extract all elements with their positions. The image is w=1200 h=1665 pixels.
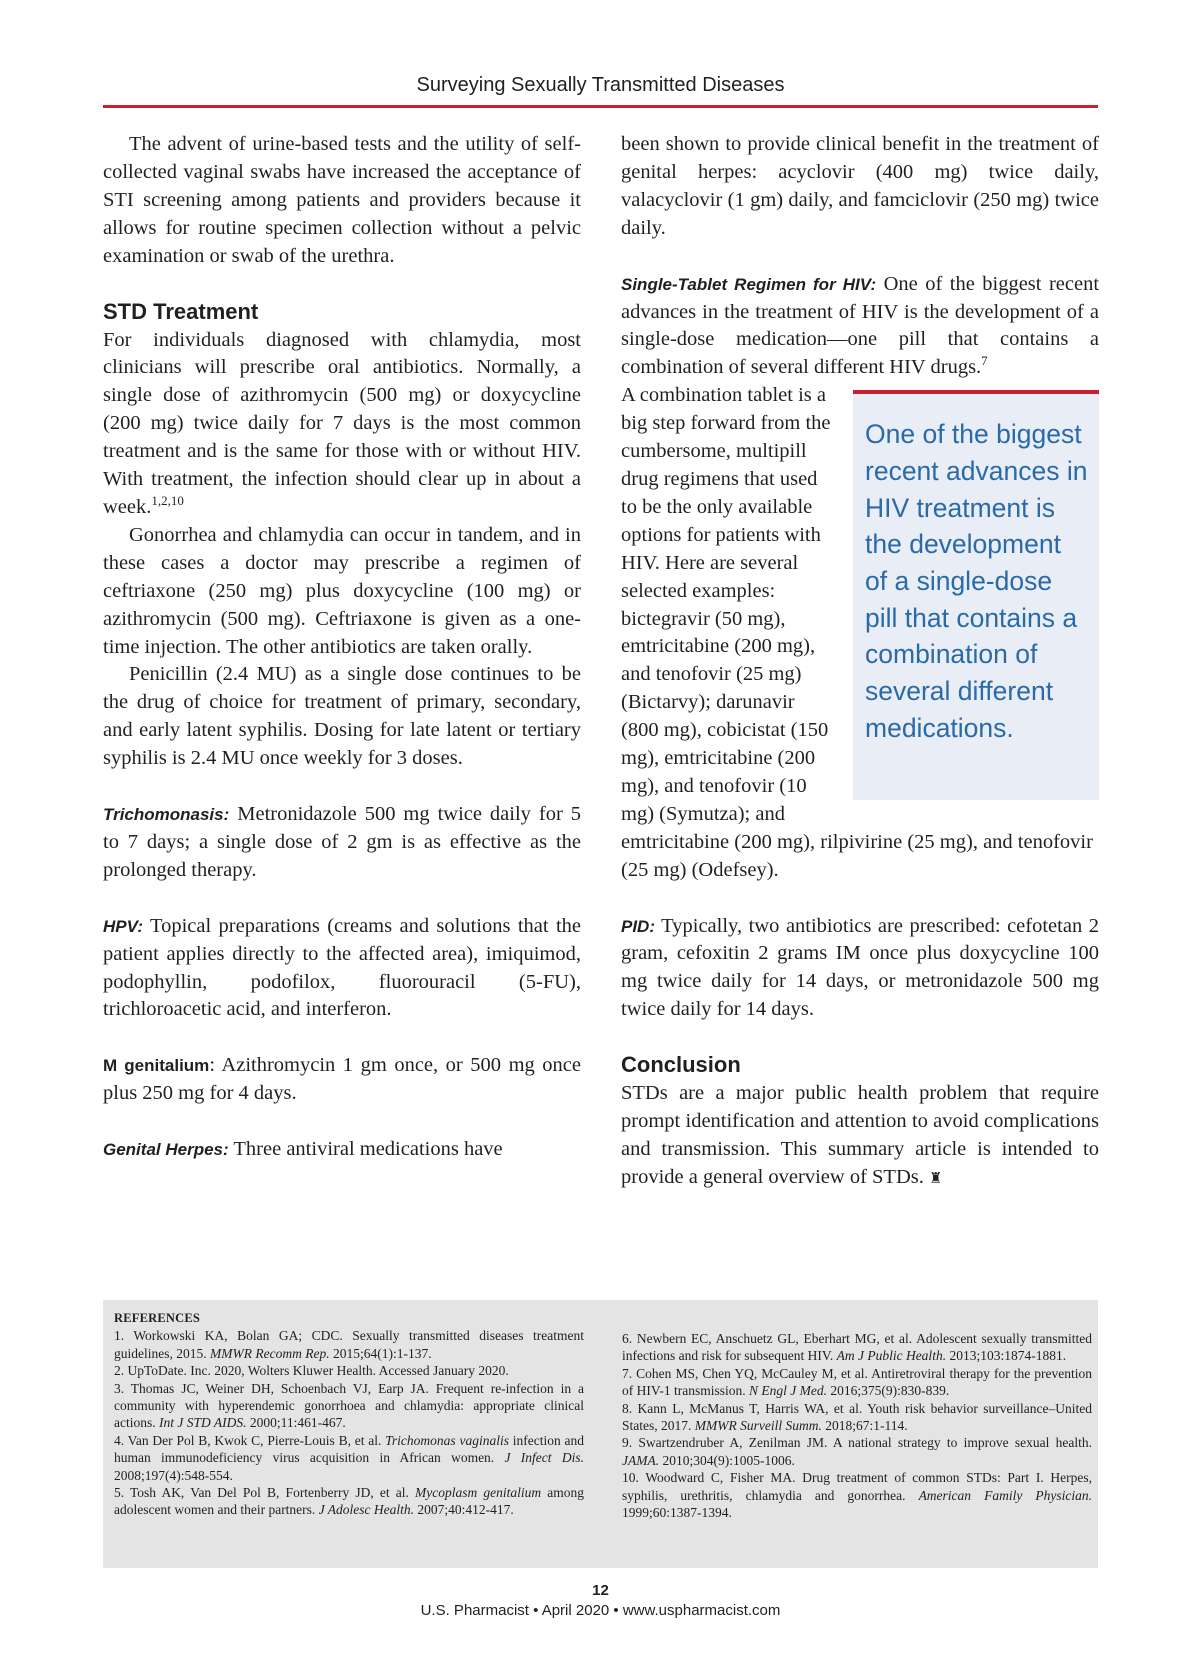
reference-item bbox=[114, 1380, 584, 1432]
reference-text: 10. Woodward C, Fisher MA. Drug treatment of common STDs: Part I. Herpes, syphilis, urethritis, chlamydia and gonorrhea. bbox=[622, 1470, 1092, 1503]
references-right-list bbox=[622, 1330, 1092, 1521]
penicillin-paragraph: Penicillin (2.4 MU) as a single dose continues to be the drug of choice for treatment of primary, secondary, and early latent syphilis. Dosing for late latent or tertiary syphilis is 2.4 MU once weekly for 3 doses. bbox=[103, 663, 581, 770]
reference-text: 2018;67:1-114. bbox=[821, 1418, 908, 1434]
reference-text: 1. Workowski KA, Bolan GA; CDC. Sexually transmitted diseases treatment guidelines, 2015. bbox=[114, 1328, 584, 1361]
reference-text: infection and human immunodeficiency virus acquisition in African women. bbox=[114, 1432, 584, 1466]
reference-text: 2015;64(1):1-137. bbox=[329, 1345, 432, 1361]
reference-item bbox=[622, 1469, 1092, 1521]
single-tablet-text-1: One of the biggest recent advances in the treatment of HIV is the development of a single-dose medication—one pill that contains a combination of several different HIV drugs. bbox=[621, 272, 1100, 379]
reference-item bbox=[114, 1362, 584, 1379]
reference-journal: Mycoplasm genitalium bbox=[415, 1485, 542, 1501]
single-tablet-head: Single-Tablet Regimen for HIV: bbox=[621, 274, 877, 294]
reference-text: 2010;304(9):1005-1006. bbox=[659, 1452, 795, 1468]
references-title: REFERENCES bbox=[114, 1311, 201, 1325]
hpv-head: HPV: bbox=[103, 916, 143, 936]
m-genitalium-paragraph bbox=[103, 1052, 581, 1108]
reference-text: 7. Cohen MS, Chen YQ, McCauley M, et al. Antiretroviral therapy for the prevention of HIV-1 transmission. bbox=[622, 1365, 1092, 1399]
genital-herpes-head: Genital Herpes: bbox=[103, 1140, 229, 1160]
conclusion-paragraph bbox=[621, 1080, 1099, 1193]
pid-head: PID: bbox=[621, 916, 655, 936]
reference-journal: JAMA. bbox=[622, 1452, 660, 1468]
m-genitalium-text: : Azithromycin 1 gm once, or 500 mg once plus 250 mg for 4 days. bbox=[103, 1054, 581, 1105]
reference-text: 6. Newbern EC, Anschuetz GL, Eberhart MG, et al. Adolescent sexually transmitted infections and risk for subsequent HIV. bbox=[622, 1331, 1092, 1364]
reference-text: 5. Tosh AK, Van Del Pol B, Fortenberry JD, et al. bbox=[114, 1485, 416, 1501]
gonorrhea-paragraph: Gonorrhea and chlamydia can occur in tandem, and in these cases a doctor may prescribe a regimen of ceftriaxone (250 mg) plus doxycycline (100 mg) or azithromycin (500 mg). Ceftriaxone is given as a one-time injection. The other antibiotics are taken orally. bbox=[103, 523, 581, 658]
chlamydia-paragraph bbox=[103, 327, 581, 522]
right-column bbox=[621, 131, 1099, 1193]
reference-item bbox=[114, 1432, 584, 1484]
reference-item bbox=[622, 1434, 1092, 1469]
chlamydia-citation: 1,2,10 bbox=[151, 493, 184, 509]
genital-herpes-paragraph bbox=[103, 1136, 581, 1164]
references-right-column bbox=[622, 1330, 1092, 1521]
reference-item bbox=[114, 1327, 584, 1362]
running-header: Surveying Sexually Transmitted Diseases bbox=[416, 74, 785, 96]
reference-journal: J Infect Dis. bbox=[504, 1450, 584, 1466]
reference-journal: Am J Public Health. bbox=[836, 1348, 947, 1364]
references-box bbox=[103, 1300, 1098, 1568]
pid-text: Typically, two antibiotics are prescribed: cefotetan 2 gram, cefoxitin 2 grams IM once plus doxycycline 100 mg twice daily for 14 days, or metronidazole 500 mg twice daily for 14 days. bbox=[621, 914, 1099, 1021]
trichomonasis-head: Trichomonasis: bbox=[103, 805, 230, 825]
reference-text: 2007;40:412-417. bbox=[414, 1502, 514, 1518]
reference-item bbox=[622, 1400, 1092, 1435]
end-of-article-icon: ♜ bbox=[928, 1168, 943, 1187]
references-left-list bbox=[114, 1327, 584, 1518]
reference-journal: Trichomonas vaginalis bbox=[385, 1432, 509, 1448]
header-rule bbox=[103, 105, 1098, 108]
reference-text: 8. Kann L, McManus T, Harris WA, et al. Youth risk behavior surveillance–United States, 2017. bbox=[622, 1400, 1092, 1434]
intro-paragraph: The advent of urine-based tests and the utility of self-collected vaginal swabs have increased the acceptance of STI screening among patients and providers because it allows for routine specimen collection without a pelvic examination or swab of the urethra. bbox=[103, 133, 581, 267]
reference-text: among adolescent women and their partners. bbox=[114, 1485, 584, 1518]
reference-journal: American Family Physician. bbox=[918, 1487, 1092, 1503]
reference-text: 2008;197(4):548-554. bbox=[114, 1467, 233, 1483]
reference-item bbox=[622, 1330, 1092, 1365]
single-tablet-text-2: A combination tablet is a big step forward from the cumbersome, multipill drug regimens that used to be the only available options for patients with HIV. Here are several selected examples: bictegravir (50 mg), emtricitabine (200 mg), and tenofovir (25 mg) (Bictarvy); darunavir (800 mg), cobicistat (150 mg), emtricitabine (200 mg), and tenofovir (10 mg) (Symutza); and emtricitabine (200 mg), rilpivirine (25 mg), and tenofovir (25 mg) (Odefsey). bbox=[621, 384, 1093, 881]
reference-item bbox=[622, 1365, 1092, 1400]
reference-text: 2016;375(9):830-839. bbox=[826, 1383, 950, 1399]
publication-footer: U.S. Pharmacist • April 2020 • www.uspharmacist.com bbox=[420, 1602, 781, 1619]
reference-journal: Int J STD AIDS. bbox=[159, 1415, 247, 1431]
hpv-text: Topical preparations (creams and solutions that the patient applies directly to the affected area), imiquimod, podophyllin, podofilox, fluorouracil (5-FU), trichloroacetic acid, and interferon. bbox=[103, 914, 581, 1021]
std-treatment-heading: STD Treatment bbox=[103, 298, 259, 324]
single-tablet-citation: 7 bbox=[981, 353, 988, 369]
reference-text: 2000;11:461-467. bbox=[246, 1415, 346, 1431]
genital-herpes-text: Three antiviral medications have bbox=[228, 1138, 503, 1161]
reference-journal: J Adolesc Health. bbox=[318, 1502, 415, 1518]
reference-text: 4. Van Der Pol B, Kwok C, Pierre-Louis B, et al. bbox=[114, 1432, 386, 1448]
reference-text: 1999;60:1387-1394. bbox=[622, 1505, 732, 1521]
left-column bbox=[103, 131, 581, 1164]
single-tablet-paragraph bbox=[621, 271, 1099, 383]
pid-paragraph bbox=[621, 913, 1099, 1025]
reference-journal: MMWR Surveill Summ. bbox=[694, 1418, 822, 1434]
reference-journal: MMWR Recomm Rep. bbox=[210, 1345, 330, 1361]
reference-text: 3. Thomas JC, Weiner DH, Schoenbach VJ, Earp JA. Frequent re-infection in a community with hyperendemic gonorrhoea and chlamydia: appropriate clinical actions. bbox=[114, 1380, 584, 1431]
references-left-column bbox=[114, 1310, 584, 1519]
conclusion-text: STDs are a major public health problem that require prompt identification and attention to avoid complications and transmission. This summary article is intended to provide a general overview of STDs. bbox=[621, 1082, 1099, 1188]
reference-text: 2013;103:1874-1881. bbox=[946, 1348, 1067, 1364]
page-number: 12 bbox=[592, 1582, 609, 1599]
trichomonasis-paragraph bbox=[103, 801, 581, 885]
chlamydia-text: For individuals diagnosed with chlamydia, most clinicians will prescribe oral antibiotics. Normally, a single dose of azithromycin (500 mg) or doxycycline (200 mg) twice daily for 7 days is the most common treatment and is the same for those with or without HIV. With treatment, the infection should clear up in about a week. bbox=[103, 328, 581, 518]
reference-journal: N Engl J Med. bbox=[749, 1383, 827, 1399]
reference-text: 9. Swartzendruber A, Zenilman JM. A national strategy to improve sexual health. bbox=[622, 1435, 1092, 1451]
reference-text: 2. UpToDate. Inc. 2020, Wolters Kluwer Health. Accessed January 2020. bbox=[114, 1363, 509, 1379]
trichomonasis-text: Metronidazole 500 mg twice daily for 5 to 7 days; a single dose of 2 gm is as effective as the prolonged therapy. bbox=[103, 803, 581, 881]
herpes-continued-paragraph: been shown to provide clinical benefit in the treatment of genital herpes: acyclovir (400 mg) twice daily, valacyclovir (1 gm) daily, and famciclovir (250 mg) twice daily. bbox=[621, 133, 1099, 239]
pull-quote: One of the biggest recent advances in HIV treatment is the development of a single-dose pill that contains a combination of several different medications. bbox=[853, 390, 1099, 800]
reference-item bbox=[114, 1484, 584, 1519]
m-genitalium-head: M genitalium bbox=[103, 1056, 210, 1076]
conclusion-heading: Conclusion bbox=[621, 1052, 741, 1078]
hpv-paragraph bbox=[103, 913, 581, 1025]
